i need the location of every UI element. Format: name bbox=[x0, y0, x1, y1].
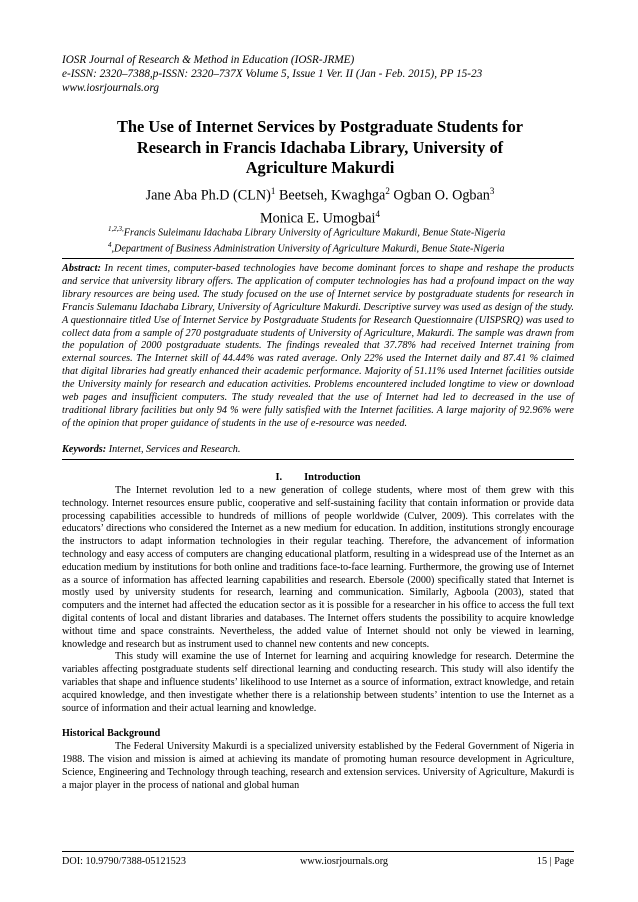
abstract-text: In recent times, computer-based technologies have become dominant forces to shape and reshape the products and service that university library offers. The application of computer technologies has had a profound impact on the way library resources are being used. The study focused on the use of Internet service by postgraduate students for research in Francis Sulemanu Idachaba Library, University of Agriculture Makurdi. Descriptive survey was used as design of the study. A questionnaire titled Use of Internet Service by Postgraduate Students for Research Questionnaire (UISPSRQ) was used to collect data from a sample of 270 postgraduate students of University of Agriculture, Makurdi. The sample was drawn from the population of 2000 postgraduate students. The findings revealed that 37.78% had received Internet training from external sources. The Internet skill of 44.44% was rated average. Only 22% used the Internet daily and 87.41 % claimed that digital libraries had greatly enhanced their academic performance. Majority of 51.11% used Internet facilities outside the University mainly for research and education activities. Problems encountered included longtime to view or download web pages and insufficient computers. The study revealed that the use of Internet had led to decreased in the use of traditional library facilities but only 94 % were fully satisfied with the Internet facilities. A large majority of 92.96% were of the opinion that proper guidance of students in the use of e-resource was needed. bbox=[62, 263, 574, 429]
affiliation-1-text: Francis Suleimanu Idachaba Library University of Agriculture Makurdi, Benue State-Nigeria bbox=[123, 227, 506, 239]
subsection-heading: Historical Background bbox=[62, 728, 161, 740]
title-line-3: Agriculture Makurdi bbox=[245, 158, 395, 177]
section-number: I. bbox=[275, 472, 283, 483]
top-divider bbox=[62, 258, 574, 259]
author-list bbox=[80, 182, 560, 227]
keywords-label: Keywords: bbox=[62, 444, 107, 455]
footer-site[interactable]: www.iosrjournals.org bbox=[300, 856, 389, 867]
journal-header bbox=[62, 53, 582, 95]
body-text bbox=[62, 485, 574, 792]
footer-doi: DOI: 10.9790/7388-05121523 bbox=[62, 856, 186, 867]
keywords-text: Internet, Services and Research. bbox=[106, 444, 241, 455]
footer-page-number: 15 | Page bbox=[536, 856, 574, 867]
author-2: Beetseh, Kwaghga bbox=[275, 187, 386, 204]
footer-divider bbox=[62, 851, 574, 852]
author-1-sup: 1 bbox=[270, 186, 276, 196]
affiliation-1 bbox=[80, 223, 560, 239]
affiliation-2-sup: 4 bbox=[108, 241, 112, 250]
keywords bbox=[62, 443, 574, 456]
author-4-sup: 4 bbox=[375, 208, 380, 219]
journal-name: IOSR Journal of Research & Method in Education (IOSR-JRME) bbox=[62, 54, 355, 66]
author-3: Ogban O. Ogban bbox=[389, 187, 490, 204]
journal-issn: e-ISSN: 2320–7388,p-ISSN: 2320–737X Volume 5, Issue 1 Ver. II (Jan - Feb. 2015), PP 15-23 bbox=[62, 68, 483, 80]
author-2-sup: 2 bbox=[385, 186, 390, 196]
title-line-2: Research in Francis Idachaba Library, University of bbox=[136, 137, 504, 157]
section-heading-introduction bbox=[62, 471, 574, 484]
abstract bbox=[62, 263, 574, 431]
affiliation-2 bbox=[80, 239, 560, 255]
keywords-divider bbox=[62, 459, 574, 460]
affiliation-1-sup: 1,2,3, bbox=[108, 225, 124, 233]
journal-url[interactable]: www.iosrjournals.org bbox=[62, 82, 159, 94]
intro-paragraph-1: The Internet revolution led to a new generation of college students, where most of them grew with this technology. Internet resources ensure public, cooperative and self-sustaining facility that contain information or provide data processing capabilities accessible to hundreds of millions of people worldwide (Culver, 2009). This correlates with the educators’ directions who considered the Internet as a new medium for education. In addition, institutions strongly encourage the instructors to adapt information technologies in their regular teaching. Therefore, the advancement of information technology and easy access of computers are changing educational platform, resulting in a widespread use of the Internet as an education medium by institutions for both online and traditions face-to-face learning. Furthermore, the growing use of Internet as a source of information has affected learning capabilities and research. Ebersole (2000) specifically stated that Internet is mostly used by university students for research, learning and communication. Similarly, Agboola (2003), stated that computers and the internet had affected the education sector as it is possible for a researcher in his office to access the full text digital contents of local and distant libraries and databases. The Internet offers students the possibility to acquire knowledge without time and space constraints. Nevertheless, the added value of Internet should not only be viewed in learning, knowledge and research but as instrument used to channel new contents and new concepts. bbox=[62, 485, 574, 650]
historical-paragraph-1: The Federal University Makurdi is a specialized university established by the Federal Government of Nigeria in 1988. The vision and mission is aimed at achieving its mandate of promoting human resource development in Agriculture, Science, Engineering and Technology through teaching, research and extension services. University of Agriculture, Makurdi is a major player in the process of national and global human bbox=[62, 741, 574, 791]
author-1: Jane Aba Ph.D (CLN) bbox=[145, 187, 271, 204]
abstract-label: Abstract: bbox=[62, 263, 101, 274]
intro-paragraph-2: This study will examine the use of Internet for learning and acquiring knowledge for research. Determine the variables affecting postgraduate students self directional learning and conducting research. This study will also identify the variables that shape and influence students’ likelihood to use Internet as a source of information, extract knowledge, and retain acquired knowledge, and then investigate whether there is a relationship between students’ intention to use the Internet as a source of information and their actual learning and knowledge. bbox=[62, 651, 574, 714]
author-line-1 bbox=[80, 182, 560, 205]
paper-title bbox=[80, 117, 560, 179]
affiliations bbox=[80, 223, 560, 256]
affiliation-2-text: ,Department of Business Administration University of Agriculture Makurdi, Benue State-Nigeria bbox=[111, 243, 505, 255]
paragraph-gap bbox=[62, 715, 574, 728]
title-line-1: The Use of Internet Services by Postgraduate Students for bbox=[116, 117, 524, 136]
section-title: Introduction bbox=[304, 472, 361, 483]
author-3-sup: 3 bbox=[489, 186, 495, 196]
author-4: Monica E. Umogbai bbox=[260, 210, 376, 227]
